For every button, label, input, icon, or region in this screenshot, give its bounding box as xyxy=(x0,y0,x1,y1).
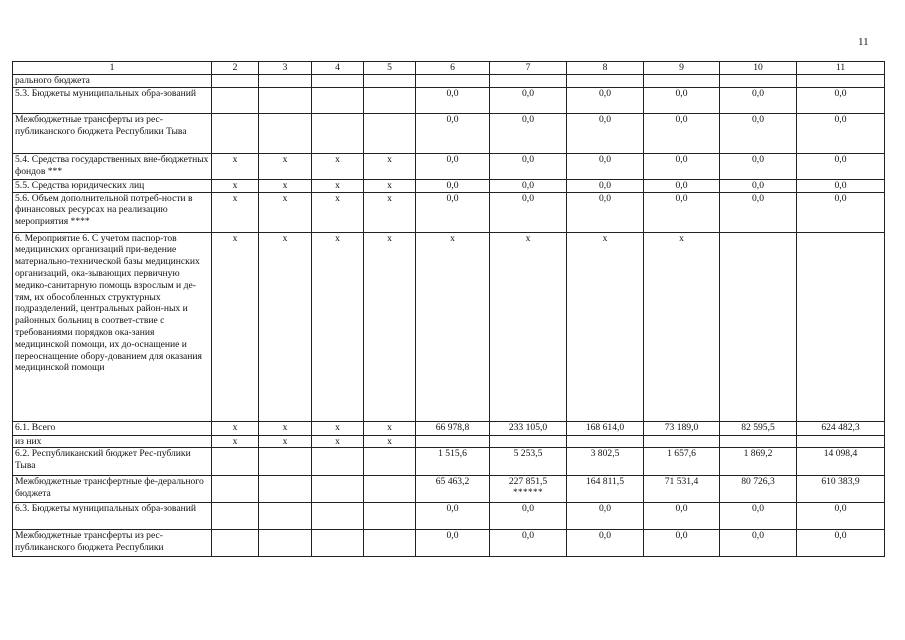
cell-value: 0,0 xyxy=(834,179,847,191)
table-cell xyxy=(416,530,490,557)
table-row xyxy=(13,435,885,448)
table-cell xyxy=(490,232,567,421)
table-cell xyxy=(567,476,644,503)
table-cell xyxy=(212,113,259,153)
table-cell xyxy=(490,503,567,530)
table-cell xyxy=(567,232,644,421)
table-cell xyxy=(259,435,312,448)
table-cell xyxy=(567,153,644,179)
cell-value: 0,0 xyxy=(446,503,459,515)
cell-value: 0,0 xyxy=(522,530,534,542)
cell-value: х xyxy=(232,192,238,204)
table-cell xyxy=(364,530,416,557)
cell-value: 0,0 xyxy=(752,530,764,542)
table-cell xyxy=(490,530,567,557)
table-cell xyxy=(312,87,364,113)
table-header xyxy=(13,62,885,75)
table-cell xyxy=(567,421,644,435)
table-cell xyxy=(212,87,259,113)
row-label: Межбюджетные трансфертные фе-дерального бюджета xyxy=(13,476,212,503)
table-row xyxy=(13,179,885,192)
table-cell xyxy=(259,232,312,421)
header-cell: 2 xyxy=(212,62,259,75)
table-cell xyxy=(720,435,797,448)
table-cell xyxy=(644,530,720,557)
table-cell xyxy=(490,192,567,232)
cell-value: х xyxy=(387,192,392,204)
table-cell xyxy=(312,448,364,476)
table-cell xyxy=(312,153,364,179)
cell-value: 0,0 xyxy=(599,192,611,204)
cell-value: 0,0 xyxy=(675,87,688,99)
table-cell xyxy=(797,113,885,153)
row-label: из них xyxy=(13,435,212,448)
cell-value: 0,0 xyxy=(834,503,847,515)
table-cell xyxy=(259,87,312,113)
table-cell xyxy=(416,153,490,179)
table-cell xyxy=(644,476,720,503)
table-cell xyxy=(720,87,797,113)
table-row xyxy=(13,421,885,435)
header-cell: 1 xyxy=(13,62,212,75)
cell-value: х xyxy=(282,421,288,433)
table-cell xyxy=(644,232,720,421)
table-cell xyxy=(416,448,490,476)
table-cell xyxy=(644,113,720,153)
table-cell xyxy=(720,421,797,435)
cell-value: 0,0 xyxy=(599,530,611,542)
table-cell xyxy=(364,476,416,503)
cell-value: 5 253,5 xyxy=(513,448,543,460)
cell-value: х xyxy=(232,435,238,447)
cell-value: х xyxy=(387,232,392,244)
table-cell xyxy=(259,75,312,88)
cell-value: х xyxy=(282,179,288,191)
cell-value: 1 515,6 xyxy=(438,448,467,460)
cell-value: 0,0 xyxy=(599,503,611,515)
header-cell: 3 xyxy=(259,62,312,75)
table-cell xyxy=(797,421,885,435)
header-cell: 6 xyxy=(416,62,490,75)
cell-value: х xyxy=(282,435,288,447)
cell-value: 0,0 xyxy=(834,192,847,204)
cell-value: х xyxy=(450,232,455,244)
table-cell xyxy=(259,113,312,153)
cell-value: х xyxy=(282,232,288,244)
cell-value: 233 105,0 xyxy=(508,421,548,433)
table-cell xyxy=(720,153,797,179)
header-cell: 11 xyxy=(797,62,885,75)
cell-value: 0,0 xyxy=(752,113,764,125)
cell-value: 0,0 xyxy=(522,113,534,125)
row-label: 5.5. Средства юридических лиц xyxy=(13,179,212,192)
table-cell xyxy=(364,421,416,435)
table-cell xyxy=(644,153,720,179)
table-cell xyxy=(644,87,720,113)
table-row xyxy=(13,75,885,88)
header-cell: 8 xyxy=(567,62,644,75)
table-cell xyxy=(259,530,312,557)
cell-value: х xyxy=(282,153,288,165)
cell-value: х xyxy=(602,232,608,244)
table-cell xyxy=(212,448,259,476)
cell-value: 66 978,8 xyxy=(435,421,470,433)
table-cell xyxy=(567,503,644,530)
table-cell xyxy=(259,192,312,232)
row-label: 5.4. Средства государственных вне-бюджетных фондов *** xyxy=(13,153,212,179)
table-cell xyxy=(797,448,885,476)
row-label: 6.1. Всего xyxy=(13,421,212,435)
cell-value: 0,0 xyxy=(834,530,847,542)
table-cell xyxy=(364,503,416,530)
table-cell xyxy=(416,503,490,530)
cell-value: 0,0 xyxy=(522,87,534,99)
table-cell xyxy=(490,113,567,153)
table-cell xyxy=(644,435,720,448)
table-cell xyxy=(212,75,259,88)
cell-value: 624 482,3 xyxy=(821,421,860,433)
row-label: Межбюджетные трансферты из рес-публиканского бюджета Республики xyxy=(13,530,212,557)
cell-value: х xyxy=(335,153,340,165)
header-cell: 4 xyxy=(312,62,364,75)
table-cell xyxy=(797,179,885,192)
table-cell xyxy=(312,435,364,448)
header-cell: 5 xyxy=(364,62,416,75)
cell-value: 0,0 xyxy=(834,113,847,125)
cell-value: 1 657,6 xyxy=(667,448,696,460)
table-cell xyxy=(644,179,720,192)
table-cell xyxy=(312,530,364,557)
table-cell xyxy=(644,75,720,88)
table-cell xyxy=(797,75,885,88)
cell-value: х xyxy=(232,421,238,433)
cell-value: 227 851,5 xyxy=(508,476,548,488)
cell-value: 0,0 xyxy=(446,153,459,165)
cell-value: 0,0 xyxy=(446,179,459,191)
cell-value: 0,0 xyxy=(599,87,611,99)
cell-value: 0,0 xyxy=(446,192,459,204)
table-row xyxy=(13,530,885,557)
cell-value: 0,0 xyxy=(675,179,688,191)
table-cell xyxy=(490,153,567,179)
cell-value: 610 383,9 xyxy=(821,476,860,488)
cell-value: 0,0 xyxy=(752,87,764,99)
table-row xyxy=(13,448,885,476)
table-cell xyxy=(212,435,259,448)
table-cell xyxy=(644,421,720,435)
cell-value: 0,0 xyxy=(752,503,764,515)
table-row xyxy=(13,153,885,179)
cell-value: х xyxy=(335,421,340,433)
table-cell xyxy=(364,448,416,476)
cell-value: х xyxy=(387,435,392,447)
row-label: 6.2. Республиканский бюджет Рес-публики Тыва xyxy=(13,448,212,476)
table-cell xyxy=(212,153,259,179)
table-body xyxy=(13,75,885,557)
table-cell xyxy=(312,113,364,153)
table-cell xyxy=(490,87,567,113)
cell-value: 0,0 xyxy=(522,503,534,515)
table-cell xyxy=(364,153,416,179)
table-cell xyxy=(567,179,644,192)
cell-value: 65 463,2 xyxy=(435,476,470,488)
cell-value: 0,0 xyxy=(599,153,611,165)
table-cell xyxy=(312,75,364,88)
table-cell xyxy=(567,113,644,153)
cell-value: 0,0 xyxy=(752,179,764,191)
cell-value: х xyxy=(335,179,340,191)
cell-value: 0,0 xyxy=(675,153,688,165)
row-label: 5.3. Бюджеты муниципальных обра-зований xyxy=(13,87,212,113)
table-cell xyxy=(364,113,416,153)
table-cell xyxy=(212,476,259,503)
cell-value: 80 726,3 xyxy=(741,476,775,488)
header-cell: 10 xyxy=(720,62,797,75)
table-cell xyxy=(720,75,797,88)
row-label: 6. Мероприятие 6. С учетом паспор-тов медицинских организаций при-ведение материально-технической базы медицинских организаций, ока-зывающих первичную медико-санитарную помощь взрослым и де-тям, их обособленных структурных подразделений, центральных район-ных и районных больниц в соответ-ствие с требованиями порядков ока-зания медицинской помощи, их до-оснащение и переоснащение обору-дованием для оказания медицинской помощи xyxy=(13,232,212,421)
cell-value: 168 614,0 xyxy=(585,421,625,433)
cell-value: х xyxy=(387,153,392,165)
budget-table xyxy=(12,61,885,557)
header-cell: 9 xyxy=(644,62,720,75)
table-row xyxy=(13,113,885,153)
table-cell xyxy=(416,435,490,448)
table-cell xyxy=(720,113,797,153)
table-cell xyxy=(720,503,797,530)
cell-value: 73 189,0 xyxy=(664,421,699,433)
table-cell xyxy=(644,192,720,232)
cell-value: х xyxy=(525,232,531,244)
table-cell xyxy=(490,421,567,435)
table-cell xyxy=(212,503,259,530)
cell-value: 0,0 xyxy=(752,192,764,204)
cell-value: х xyxy=(335,192,340,204)
table-cell xyxy=(364,232,416,421)
table-cell xyxy=(490,448,567,476)
cell-value: 3 802,5 xyxy=(590,448,620,460)
cell-value: 0,0 xyxy=(599,179,611,191)
table-cell xyxy=(416,179,490,192)
table-cell xyxy=(259,503,312,530)
table-cell xyxy=(416,476,490,503)
cell-value: 0,0 xyxy=(675,113,688,125)
table-cell xyxy=(259,153,312,179)
table-cell xyxy=(416,113,490,153)
table-cell xyxy=(416,87,490,113)
table-cell xyxy=(259,476,312,503)
table-cell xyxy=(259,421,312,435)
table-cell xyxy=(416,232,490,421)
table-cell xyxy=(416,192,490,232)
cell-value: х xyxy=(232,179,238,191)
cell-value: 71 531,4 xyxy=(664,476,699,488)
table-cell xyxy=(364,192,416,232)
page-number: 11 xyxy=(858,36,869,48)
table-cell xyxy=(416,75,490,88)
table-cell xyxy=(797,503,885,530)
cell-value: 0,0 xyxy=(522,153,534,165)
table-cell xyxy=(797,87,885,113)
table-cell xyxy=(312,232,364,421)
table-cell xyxy=(644,503,720,530)
cell-value: 0,0 xyxy=(599,113,611,125)
table-cell xyxy=(720,192,797,232)
table-cell xyxy=(416,421,490,435)
table-cell xyxy=(364,87,416,113)
table-cell xyxy=(797,232,885,421)
table-cell xyxy=(490,179,567,192)
cell-value: 0,0 xyxy=(675,503,688,515)
table-cell xyxy=(312,421,364,435)
cell-value: х xyxy=(387,421,392,433)
table-cell xyxy=(797,192,885,232)
table-row xyxy=(13,192,885,232)
table-cell xyxy=(720,232,797,421)
table-row xyxy=(13,503,885,530)
cell-value: 0,0 xyxy=(522,192,534,204)
cell-value: х xyxy=(232,153,238,165)
table-cell xyxy=(797,476,885,503)
table-cell xyxy=(797,530,885,557)
table-cell xyxy=(797,435,885,448)
table-cell xyxy=(567,75,644,88)
table-cell xyxy=(567,87,644,113)
table-cell xyxy=(490,75,567,88)
cell-value: 0,0 xyxy=(446,113,459,125)
cell-value: х xyxy=(387,179,392,191)
table-cell xyxy=(567,435,644,448)
table-row xyxy=(13,87,885,113)
table-cell xyxy=(490,435,567,448)
cell-value: 0,0 xyxy=(834,87,847,99)
table-cell xyxy=(259,179,312,192)
table-cell xyxy=(720,530,797,557)
table-cell xyxy=(312,476,364,503)
cell-value: 0,0 xyxy=(675,530,688,542)
cell-value: х xyxy=(335,435,340,447)
cell-value: 164 811,5 xyxy=(585,476,625,488)
cell-value: 14 098,4 xyxy=(823,448,858,460)
table-row xyxy=(13,232,885,421)
table-cell xyxy=(212,530,259,557)
cell-value: 0,0 xyxy=(522,179,534,191)
cell-value: х xyxy=(679,232,684,244)
table-cell xyxy=(312,192,364,232)
table-cell xyxy=(312,179,364,192)
table-cell xyxy=(364,179,416,192)
table-cell xyxy=(720,448,797,476)
table-cell xyxy=(720,476,797,503)
row-label: рального бюджета xyxy=(13,75,212,88)
table-cell xyxy=(567,448,644,476)
table-cell xyxy=(212,192,259,232)
cell-value: 0,0 xyxy=(752,153,764,165)
cell-value: 1 869,2 xyxy=(743,448,773,460)
header-row xyxy=(13,62,885,75)
table-cell xyxy=(567,192,644,232)
cell-value: х xyxy=(232,232,238,244)
table-cell xyxy=(490,476,567,503)
table-cell xyxy=(567,530,644,557)
table-cell xyxy=(259,448,312,476)
table-row xyxy=(13,476,885,503)
table-cell xyxy=(212,421,259,435)
table-cell xyxy=(364,435,416,448)
cell-value: 82 595,5 xyxy=(741,421,775,433)
cell-value: х xyxy=(282,192,288,204)
table-cell xyxy=(720,179,797,192)
table-cell xyxy=(212,179,259,192)
row-label: 5.6. Объем дополнительной потреб-ности в финансовых ресурсах на реализацию мероприятия **** xyxy=(13,192,212,232)
table-cell xyxy=(644,448,720,476)
row-label: 6.3. Бюджеты муниципальных обра-зований xyxy=(13,503,212,530)
cell-value: х xyxy=(335,232,340,244)
table-cell xyxy=(364,75,416,88)
table-cell xyxy=(797,153,885,179)
footnote-marker: ****** xyxy=(513,487,543,498)
cell-value: 0,0 xyxy=(446,530,459,542)
table-cell xyxy=(212,232,259,421)
table-cell xyxy=(312,503,364,530)
cell-value: 0,0 xyxy=(446,87,459,99)
cell-value: 0,0 xyxy=(834,153,847,165)
row-label: Межбюджетные трансферты из рес-публиканского бюджета Республики Тыва xyxy=(13,113,212,153)
header-cell: 7 xyxy=(490,62,567,75)
cell-value: 0,0 xyxy=(675,192,688,204)
